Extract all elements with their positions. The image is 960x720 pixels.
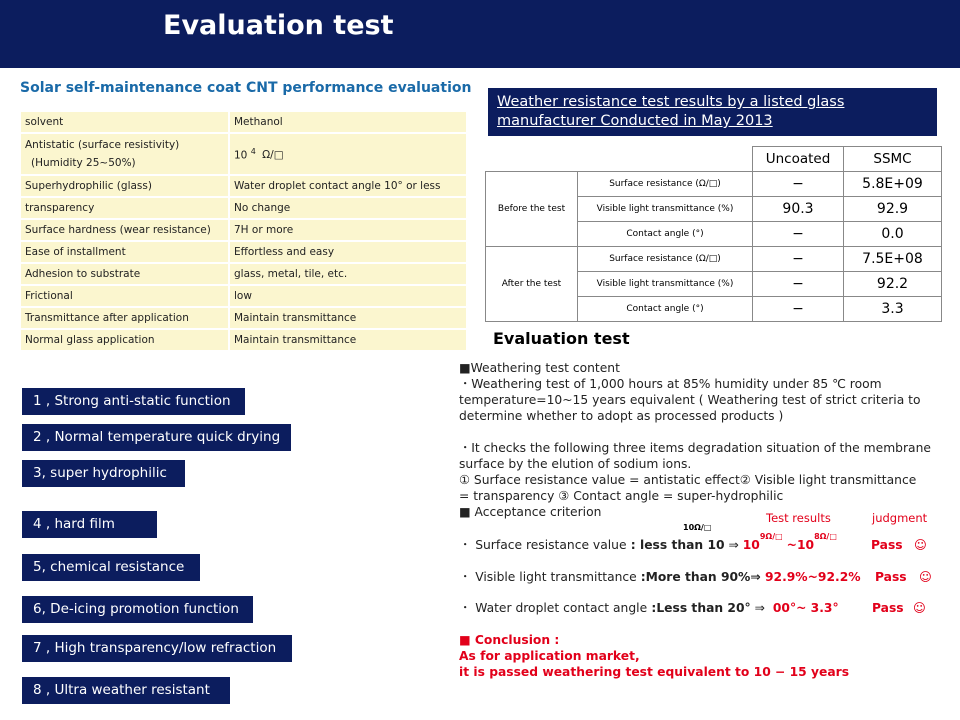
value-cell: Maintain transmittance <box>228 308 466 328</box>
table-row <box>21 330 466 350</box>
conclusion-line: it is passed weathering test equivalent to 10 − 15 years <box>459 665 850 679</box>
arrow-icon: ⇒ <box>750 570 761 584</box>
property-cell: transparency <box>21 198 228 218</box>
paragraph-line: = transparency ③ Contact angle = super-hydrophilic <box>459 489 784 503</box>
criterion-prefix: : less than <box>626 538 708 552</box>
paragraph-line: ・It checks the following three items degradation situation of the membrane <box>459 441 931 455</box>
weather-title-line: manufacturer Conducted in May 2013 <box>497 113 773 129</box>
row-label: Surface resistance (Ω/□) <box>578 247 753 272</box>
conclusion-heading: ■ Conclusion : <box>459 633 560 647</box>
row-label: Surface resistance (Ω/□) <box>578 172 753 197</box>
row-label: Contact angle (°) <box>578 297 753 322</box>
result-to-exponent: 8Ω/□ <box>814 532 837 541</box>
value-unit: Ω/□ <box>262 149 284 162</box>
weather-results-table <box>485 146 942 322</box>
weather-test-title <box>488 88 937 136</box>
ssmc-value: 5.8E+09 <box>844 172 942 197</box>
criterion-value: :Less than 20° <box>647 601 751 615</box>
result-range: 00°~ 3.3° <box>772 601 839 615</box>
row-label: Contact angle (°) <box>578 222 753 247</box>
ssmc-value: 92.2 <box>844 272 942 297</box>
judgment-pass: Pass <box>871 538 903 552</box>
property-cell: Ease of installment <box>21 242 228 262</box>
conclusion-line: As for application market, <box>459 649 640 663</box>
content-heading: ■Weathering test content <box>459 361 620 375</box>
feature-transparency: 7 , High transparency/low refraction <box>22 635 292 662</box>
property-cell: Superhydrophilic (glass) <box>21 176 228 196</box>
performance-table <box>21 110 466 352</box>
judgment-header: judgment <box>872 511 928 525</box>
row-label: Visible light transmittance (%) <box>578 197 753 222</box>
criterion-label: ・ Water droplet contact angle <box>459 601 648 615</box>
feature-weather-resistant: 8 , Ultra weather resistant <box>22 677 230 704</box>
judgment-pass: Pass <box>875 570 907 584</box>
uncoated-value: 90.3 <box>753 197 844 222</box>
smiley-icon: ☺ <box>914 538 927 552</box>
value-cell <box>228 134 466 174</box>
value-exponent: 4 <box>250 146 256 156</box>
arrow-icon: ⇒ <box>728 538 739 552</box>
result-separator: ~ <box>786 538 797 552</box>
uncoated-value: − <box>753 272 844 297</box>
acceptance-heading: ■ Acceptance criterion <box>459 505 602 519</box>
criterion-row <box>459 600 839 616</box>
table-row <box>21 134 466 174</box>
paragraph-line: surface by the elution of sodium ions. <box>459 457 692 471</box>
value-cell: No change <box>228 198 466 218</box>
paragraph-line: determine whether to adopt as processed products ) <box>459 409 784 423</box>
ssmc-value: 92.9 <box>844 197 942 222</box>
table-row <box>21 242 466 262</box>
blank-cell <box>578 147 753 172</box>
property-cell: Normal glass application <box>21 330 228 350</box>
table-row <box>21 264 466 284</box>
table-row <box>21 220 466 240</box>
group-label-after: After the test <box>486 247 578 322</box>
judgment-pass: Pass <box>872 601 904 615</box>
value-cell: glass, metal, tile, etc. <box>228 264 466 284</box>
uncoated-value: − <box>753 222 844 247</box>
property-line: Antistatic (surface resistivity) <box>25 139 180 151</box>
value-cell: 7H or more <box>228 220 466 240</box>
page-title: Evaluation test <box>163 10 394 41</box>
value-cell: Effortless and easy <box>228 242 466 262</box>
uncoated-value: − <box>753 297 844 322</box>
paragraph-line: temperature=10~15 years equivalent ( Weathering test of strict criteria to <box>459 393 921 407</box>
uncoated-value: − <box>753 172 844 197</box>
column-header-uncoated: Uncoated <box>753 147 844 172</box>
value-cell: Maintain transmittance <box>228 330 466 350</box>
table-row <box>21 176 466 196</box>
property-cell: Adhesion to substrate <box>21 264 228 284</box>
ssmc-value: 3.3 <box>844 297 942 322</box>
feature-hard-film: 4 , hard film <box>22 511 157 538</box>
property-cell <box>21 134 228 174</box>
ssmc-value: 7.5E+08 <box>844 247 942 272</box>
ssmc-value: 0.0 <box>844 222 942 247</box>
test-results-header: Test results <box>766 511 831 525</box>
feature-antistatic: 1 , Strong anti-static function <box>22 388 245 415</box>
weather-title-line: Weather resistance test results by a listed glass <box>497 94 845 110</box>
value-cell: Water droplet contact angle 10° or less <box>228 176 466 196</box>
criterion-value: 10 <box>707 538 725 552</box>
criterion-label: ・ Surface resistance value <box>459 538 627 552</box>
result-from: 10 <box>742 538 760 552</box>
property-cell: Transmittance after application <box>21 308 228 328</box>
section-title: Solar self-maintenance coat CNT performance evaluation <box>20 80 472 96</box>
smiley-icon: ☺ <box>913 601 926 615</box>
header-bar <box>0 0 960 68</box>
property-line: (Humidity 25~50%) <box>31 157 136 169</box>
feature-quick-drying: 2 , Normal temperature quick drying <box>22 424 291 451</box>
paragraph-line: ① Surface resistance value = antistatic effect② Visible light transmittance <box>459 473 917 487</box>
criterion-label: ・ Visible light transmittance <box>459 570 637 584</box>
uncoated-value: − <box>753 247 844 272</box>
column-header-ssmc: SSMC <box>844 147 942 172</box>
group-label-before: Before the test <box>486 172 578 247</box>
table-header-row <box>486 147 942 172</box>
table-row <box>21 286 466 306</box>
arrow-icon: ⇒ <box>754 601 765 615</box>
table-row <box>486 172 942 197</box>
property-cell: solvent <box>21 112 228 132</box>
property-cell: Frictional <box>21 286 228 306</box>
table-row <box>21 112 466 132</box>
feature-chemical-resistance: 5, chemical resistance <box>22 554 200 581</box>
row-label: Visible light transmittance (%) <box>578 272 753 297</box>
value-cell: Methanol <box>228 112 466 132</box>
criterion-exponent: 10Ω/□ <box>683 523 712 532</box>
paragraph-line: ・Weathering test of 1,000 hours at 85% humidity under 85 ℃ room <box>459 377 882 391</box>
blank-cell <box>486 147 578 172</box>
value-cell: low <box>228 286 466 306</box>
table-row <box>21 198 466 218</box>
feature-hydrophilic: 3, super hydrophilic <box>22 460 185 487</box>
result-from-exponent: 9Ω/□ <box>759 532 783 541</box>
criterion-value: :More than 90% <box>640 570 751 584</box>
property-cell: Surface hardness (wear resistance) <box>21 220 228 240</box>
criterion-row <box>459 569 861 585</box>
evaluation-subtitle: Evaluation test <box>493 329 630 348</box>
table-row <box>21 308 466 328</box>
value-base: 10 <box>234 149 248 162</box>
feature-deicing: 6, De-icing promotion function <box>22 596 253 623</box>
result-range: 92.9%~92.2% <box>760 570 861 584</box>
table-row <box>486 247 942 272</box>
result-to: 10 <box>796 538 815 552</box>
smiley-icon: ☺ <box>919 570 932 584</box>
